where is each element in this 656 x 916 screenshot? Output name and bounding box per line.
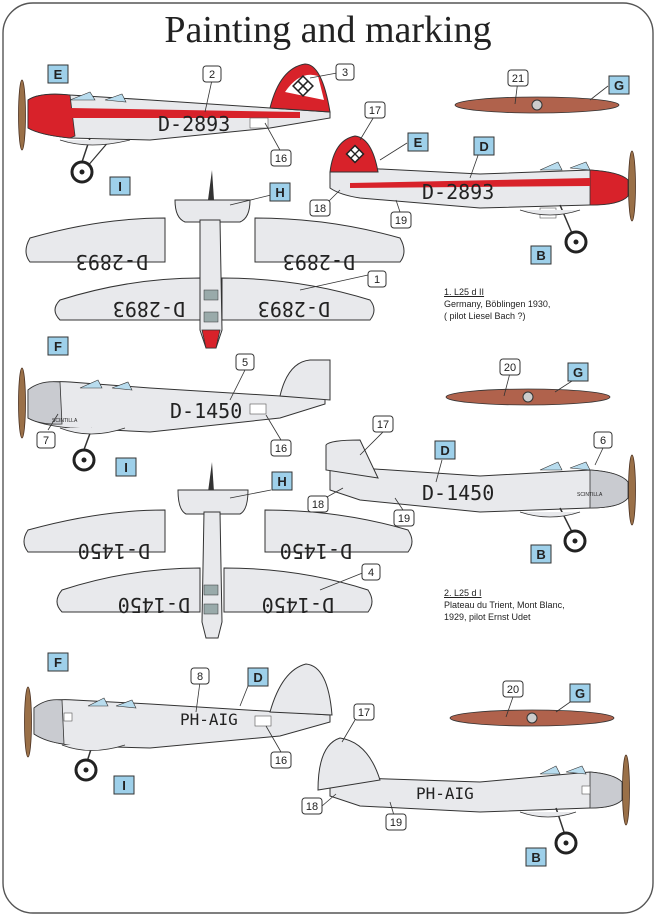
svg-text:G: G (574, 686, 586, 701)
badge-b-2 (531, 545, 551, 563)
svg-text:D: D (253, 670, 263, 685)
svg-text:4: 4 (367, 567, 375, 579)
svg-text:G: G (572, 365, 584, 380)
svg-text:16: 16 (274, 443, 288, 455)
scheme-1-reg-side-left: D-2893 (158, 112, 231, 136)
svg-text:5: 5 (241, 357, 249, 369)
scheme-2-reg-side-left: D-1450 (170, 399, 243, 423)
callout-19 (391, 212, 411, 228)
badge-i-3 (114, 776, 134, 794)
scheme-1-reg-lower-left: D-2893 (112, 297, 185, 321)
scheme-2-reg-side-right: D-1450 (422, 481, 495, 505)
svg-text:E: E (53, 67, 63, 82)
page-title: Painting and marking (164, 9, 492, 51)
badge-g-2 (568, 363, 588, 381)
svg-text:20: 20 (503, 362, 517, 374)
badge-d-2 (435, 441, 455, 459)
badge-f-3 (48, 653, 68, 671)
callout-17c (354, 704, 374, 720)
svg-text:B: B (531, 850, 541, 865)
callout-3 (336, 64, 354, 80)
badge-b-3 (526, 848, 546, 866)
scheme-2-reg-lower-left: D-1450 (117, 593, 190, 617)
svg-text:7: 7 (42, 435, 50, 447)
svg-text:8: 8 (196, 671, 204, 683)
svg-text:I: I (122, 778, 126, 793)
callout-1 (368, 271, 386, 287)
scheme-1-reg-lower-right: D-2893 (257, 297, 330, 321)
callout-7 (37, 432, 55, 448)
svg-text:F: F (54, 655, 62, 670)
callout-20 (500, 359, 520, 375)
badge-i-1 (110, 177, 130, 195)
scheme-2-reg-upper-right: D-1450 (279, 539, 352, 563)
badge-g-1 (609, 76, 629, 94)
scheme-3-reg-side-left: PH-AIG (180, 710, 238, 729)
svg-text:17: 17 (368, 105, 382, 117)
svg-text:2: 2 (208, 69, 216, 81)
svg-text:16: 16 (274, 755, 288, 767)
scheme-1-caption-line1: Germany, Böblingen 1930, (444, 299, 551, 309)
callout-17b (373, 416, 393, 432)
scheme-2-caption-line2: 1929, pilot Ernst Udet (444, 612, 531, 622)
svg-text:F: F (54, 339, 62, 354)
scheme-3-side-view-right (318, 738, 630, 853)
scheme-2-propeller (446, 389, 610, 405)
callout-18b (308, 496, 328, 512)
badge-i-2 (116, 458, 136, 476)
callout-16 (271, 150, 291, 166)
svg-text:E: E (413, 135, 423, 150)
badge-b-1 (531, 246, 551, 264)
callout-21 (508, 70, 528, 86)
callout-5 (236, 354, 254, 370)
badge-d-1 (474, 137, 494, 155)
callout-18 (310, 200, 330, 216)
svg-text:B: B (536, 248, 546, 263)
svg-text:I: I (124, 460, 128, 475)
svg-text:H: H (275, 185, 285, 200)
scheme-2-reg-lower-right: D-1450 (261, 593, 334, 617)
badge-h-2 (272, 472, 292, 490)
svg-text:G: G (613, 78, 625, 93)
badge-d-3 (248, 668, 268, 686)
badge-f-2 (48, 337, 68, 355)
callout-19b (394, 510, 414, 526)
svg-text:I: I (118, 179, 122, 194)
scheme-3-reg-side-right: PH-AIG (416, 784, 474, 803)
badge-g-3 (570, 684, 590, 702)
callout-16b (271, 440, 291, 456)
scheme-3-propeller (450, 710, 614, 726)
badge-e-1 (48, 65, 68, 83)
callout-2 (203, 66, 221, 82)
callout-8 (191, 668, 209, 684)
svg-text:1: 1 (373, 274, 381, 286)
svg-text:B: B (536, 547, 546, 562)
scheme-1-reg-side-right: D-2893 (422, 180, 495, 204)
badge-e-2 (408, 133, 428, 151)
svg-text:20: 20 (506, 684, 520, 696)
scheme-2-caption-line1: Plateau du Trient, Mont Blanc, (444, 600, 565, 610)
callout-18c (302, 798, 322, 814)
scheme-1-plan-view (26, 170, 404, 348)
svg-text:3: 3 (341, 67, 349, 79)
svg-text:21: 21 (511, 73, 525, 85)
callout-4 (362, 564, 380, 580)
scheme-1-propeller (455, 97, 619, 113)
svg-text:17: 17 (376, 419, 390, 431)
scheme-1-caption-line2: ( pilot Liesel Bach ?) (444, 311, 526, 321)
svg-text:19: 19 (394, 215, 408, 227)
callout-19c (386, 814, 406, 830)
svg-text:6: 6 (599, 435, 607, 447)
svg-text:16: 16 (274, 153, 288, 165)
scheme-2-engine-text-left: SCINTILLA (52, 418, 78, 424)
svg-text:D: D (440, 443, 450, 458)
svg-text:H: H (277, 474, 287, 489)
scheme-2-caption-title: 2. L25 d I (444, 588, 482, 598)
scheme-2-engine-text-right: SCINTILLA (577, 492, 603, 498)
svg-text:D: D (479, 139, 489, 154)
scheme-1-caption-title: 1. L25 d II (444, 287, 485, 297)
svg-text:19: 19 (397, 513, 411, 525)
callout-20b (503, 681, 523, 697)
callout-17 (365, 102, 385, 118)
svg-text:17: 17 (357, 707, 371, 719)
callout-6 (594, 432, 612, 448)
scheme-1-reg-upper-left: D-2893 (75, 250, 148, 274)
svg-text:18: 18 (311, 499, 325, 511)
scheme-2-reg-upper-left: D-1450 (77, 539, 150, 563)
callout-16c (271, 752, 291, 768)
svg-text:19: 19 (389, 817, 403, 829)
badge-h-1 (270, 183, 290, 201)
svg-text:18: 18 (313, 203, 327, 215)
scheme-1-reg-upper-right: D-2893 (282, 250, 355, 274)
svg-text:18: 18 (305, 801, 319, 813)
